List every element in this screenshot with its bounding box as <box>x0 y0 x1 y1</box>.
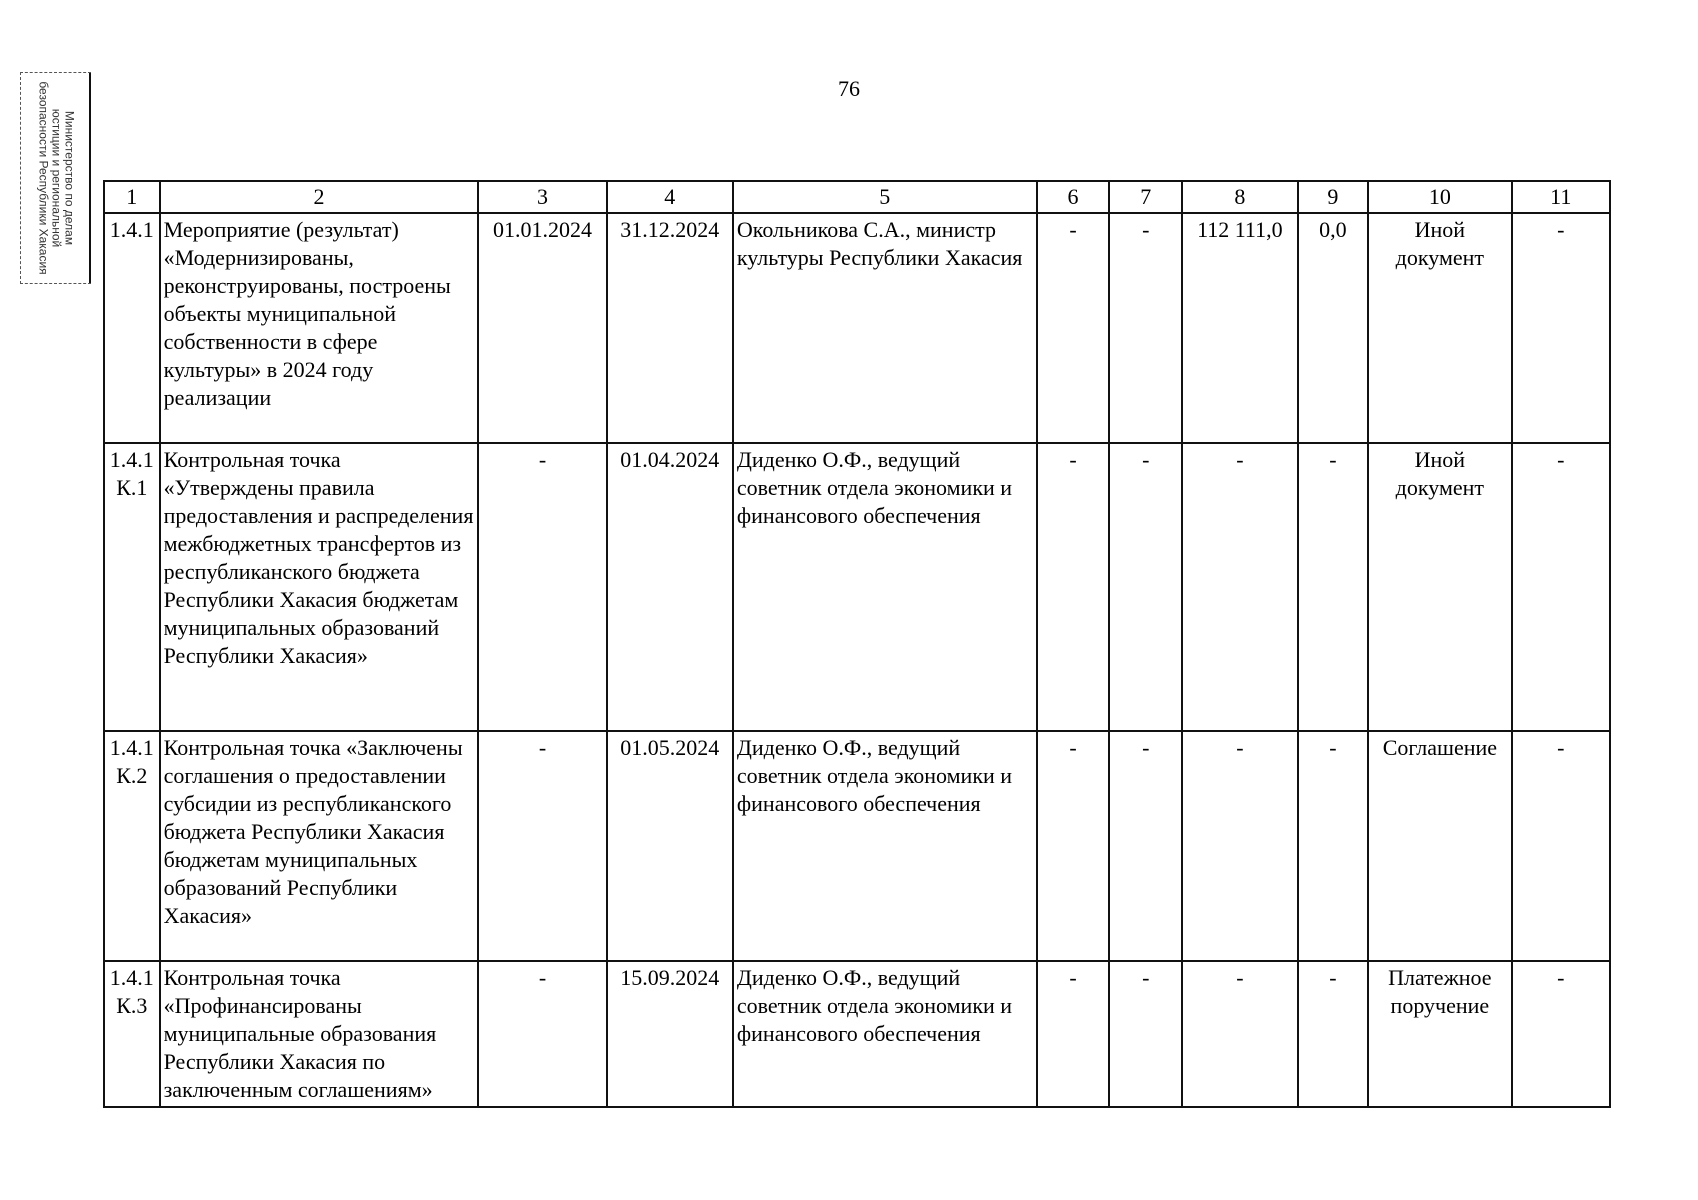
column-header: 4 <box>607 181 733 213</box>
responsible-person: Диденко О.Ф., ведущий советник отдела экономики и финансового обеспечения <box>733 731 1037 961</box>
activities-table <box>103 180 1611 1108</box>
stamp-text <box>37 81 76 274</box>
cell-col7: - <box>1109 731 1182 961</box>
column-header: 2 <box>160 181 479 213</box>
column-header: 1 <box>104 181 160 213</box>
end-date: 15.09.2024 <box>607 961 733 1107</box>
cell-col7: - <box>1109 213 1182 443</box>
cell-col11: - <box>1512 731 1610 961</box>
start-date: - <box>478 443 606 731</box>
cell-col9: - <box>1298 961 1369 1107</box>
start-date: 01.01.2024 <box>478 213 606 443</box>
cell-col6: - <box>1037 443 1110 731</box>
document-type: Платежное поручение <box>1368 961 1511 1107</box>
table-row <box>104 731 1610 961</box>
end-date: 01.04.2024 <box>607 443 733 731</box>
row-code: 1.4.1 <box>104 213 160 443</box>
cell-col8: - <box>1182 961 1298 1107</box>
table-row <box>104 961 1610 1107</box>
responsible-person: Диденко О.Ф., ведущий советник отдела экономики и финансового обеспечения <box>733 443 1037 731</box>
column-header: 7 <box>1109 181 1182 213</box>
registration-stamp <box>20 72 91 284</box>
column-header: 3 <box>478 181 606 213</box>
cell-col9: - <box>1298 443 1369 731</box>
responsible-person: Окольникова С.А., министр культуры Республики Хакасия <box>733 213 1037 443</box>
document-type: Иной документ <box>1368 213 1511 443</box>
cell-col11: - <box>1512 443 1610 731</box>
cell-col7: - <box>1109 443 1182 731</box>
document-type: Соглашение <box>1368 731 1511 961</box>
cell-col9: 0,0 <box>1298 213 1369 443</box>
column-header: 5 <box>733 181 1037 213</box>
cell-col11: - <box>1512 213 1610 443</box>
start-date: - <box>478 731 606 961</box>
cell-col6: - <box>1037 731 1110 961</box>
stamp-line: юстиции и региональной <box>49 108 64 248</box>
table-header-row <box>104 181 1610 213</box>
end-date: 31.12.2024 <box>607 213 733 443</box>
stamp-line: Министерство по делам <box>62 110 77 246</box>
cell-col8: - <box>1182 443 1298 731</box>
cell-col8: - <box>1182 731 1298 961</box>
row-description: Мероприятие (результат) «Модернизированы, реконструированы, построены объекты муниципальной собственности в сфере культуры» в 2024 году реализации <box>160 213 479 443</box>
row-description: Контрольная точка «Профинансированы муниципальные образования Республики Хакасия по заключенным соглашениям» <box>160 961 479 1107</box>
cell-col8: 112 111,0 <box>1182 213 1298 443</box>
end-date: 01.05.2024 <box>607 731 733 961</box>
cell-col6: - <box>1037 213 1110 443</box>
cell-col11: - <box>1512 961 1610 1107</box>
stamp-bracket <box>89 73 91 283</box>
column-header: 8 <box>1182 181 1298 213</box>
row-code: 1.4.1 К.1 <box>104 443 160 731</box>
row-code: 1.4.1 К.2 <box>104 731 160 961</box>
cell-col6: - <box>1037 961 1110 1107</box>
page-number: 76 <box>838 76 860 101</box>
column-header: 10 <box>1368 181 1511 213</box>
cell-col7: - <box>1109 961 1182 1107</box>
table-row <box>104 443 1610 731</box>
row-description: Контрольная точка «Утверждены правила предоставления и распределения межбюджетных трансфертов из республиканского бюджета Республики Хакасия бюджетам муниципальных образований Республики Хакасия» <box>160 443 479 731</box>
row-description: Контрольная точка «Заключены соглашения о предоставлении субсидии из республиканского бюджета Республики Хакасия бюджетам муниципальных образований Республики Хакасия» <box>160 731 479 961</box>
stamp-line: безопасности Республики Хакасия <box>36 81 51 275</box>
responsible-person: Диденко О.Ф., ведущий советник отдела экономики и финансового обеспечения <box>733 961 1037 1107</box>
document-type: Иной документ <box>1368 443 1511 731</box>
cell-col9: - <box>1298 731 1369 961</box>
row-code: 1.4.1 К.3 <box>104 961 160 1107</box>
column-header: 11 <box>1512 181 1610 213</box>
column-header: 9 <box>1298 181 1369 213</box>
column-header: 6 <box>1037 181 1110 213</box>
start-date: - <box>478 961 606 1107</box>
table-row <box>104 213 1610 443</box>
